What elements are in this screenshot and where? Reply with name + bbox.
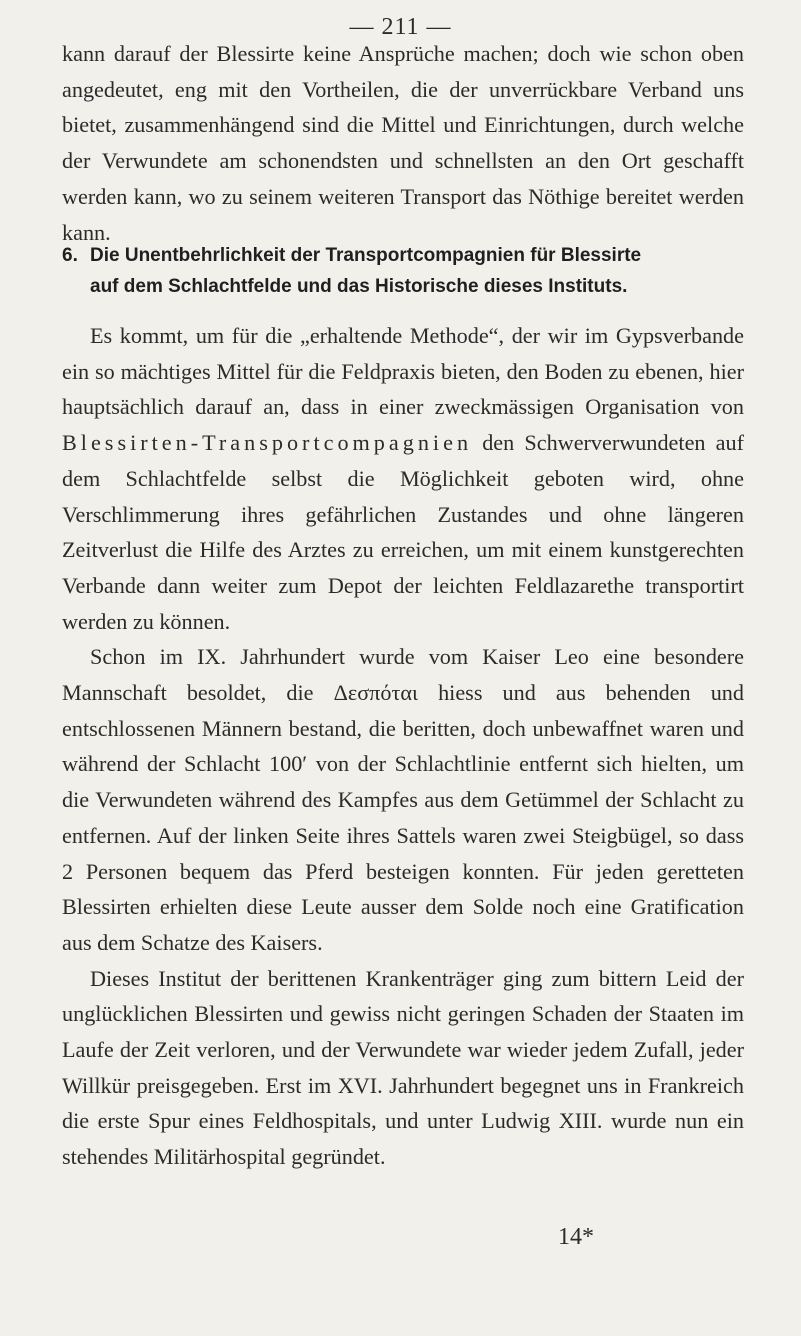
section-number: 6. (62, 245, 78, 266)
section-heading (62, 240, 744, 302)
paragraph-2-end: den Schwerverwundeten auf dem Schlachtfelde selbst die Möglichkeit geboten wird, ohne Verschlimmerung ihres gefährlichen Zustandes und ohne längeren Zeitverlust die Hilfe des Arztes zu erreichen, um mit einem kunstgerechten Verbande dann weiter zum Depot der leichten Feldlazarethe transportirt werden zu können. (62, 430, 744, 634)
paragraph-2-start: Es kommt, um für die „erhaltende Methode“, der wir im Gypsverbande ein so mächtiges Mittel für die Feldpraxis bieten, den Boden zu ebenen, hier hauptsächlich darauf an, dass in einer zweckmässigen Organisation von (62, 323, 744, 420)
paragraph-4: Dieses Institut der berittenen Krankenträger ging zum bittern Leid der unglücklichen Blessirten und gewiss nicht geringen Schaden der Staaten im Laufe der Zeit verloren, und der Verwundete war wieder jedem Zufall, jeder Willkür preisgegeben. Erst im XVI. Jahrhundert begegnet uns in Frankreich die erste Spur eines Feldhospitals, und unter Ludwig XIII. wurde nun ein stehendes Militärhospital gegründet. (62, 965, 744, 1170)
paragraph-2 (62, 318, 744, 639)
signature-mark: 14* (558, 1224, 594, 1250)
section-heading-line-1: Die Unentbehrlichkeit der Transportcompagnien für Blessirte (90, 245, 642, 266)
paragraph-1-text: kann darauf der Blessirte keine Ansprüche machen; doch wie schon oben angedeutet, eng mit den Vortheilen, die der unverrückbare Verband uns bietet, zusammenhängend sind die Mittel und Einrichtungen, durch welche der Verwundete am schonendsten und schnellsten an den Ort geschafft werden kann, wo zu seinem weiteren Transport das Nöthige bereitet werden kann. (62, 41, 744, 245)
paragraph-2-spaced-term: Blessirten-Transportcompagnien (62, 430, 473, 456)
body-text (62, 318, 744, 1175)
paragraph-1 (62, 36, 744, 250)
page-number: — 211 — (349, 14, 452, 40)
paragraph-3: Schon im IX. Jahrhundert wurde vom Kaiser Leo eine besondere Mannschaft besoldet, die Δεσπόται hiess und aus behenden und entschlossenen Männern bestand, die beritten, doch unbewaffnet waren und während der Schlacht 100′ von der Schlachtlinie entfernt sich hielten, um die Verwundeten während des Kampfes aus dem Getümmel der Schlacht zu entfernen. Auf der linken Seite ihres Sattels waren zwei Steigbügel, so dass 2 Personen bequem das Pferd besteigen konnten. Für jeden geretteten Blessirten erhielten diese Leute ausser dem Solde noch eine Gratification aus dem Schatze des Kaisers. (62, 644, 744, 955)
section-heading-line-2: auf dem Schlachtfelde und das Historische dieses Instituts. (90, 276, 628, 297)
